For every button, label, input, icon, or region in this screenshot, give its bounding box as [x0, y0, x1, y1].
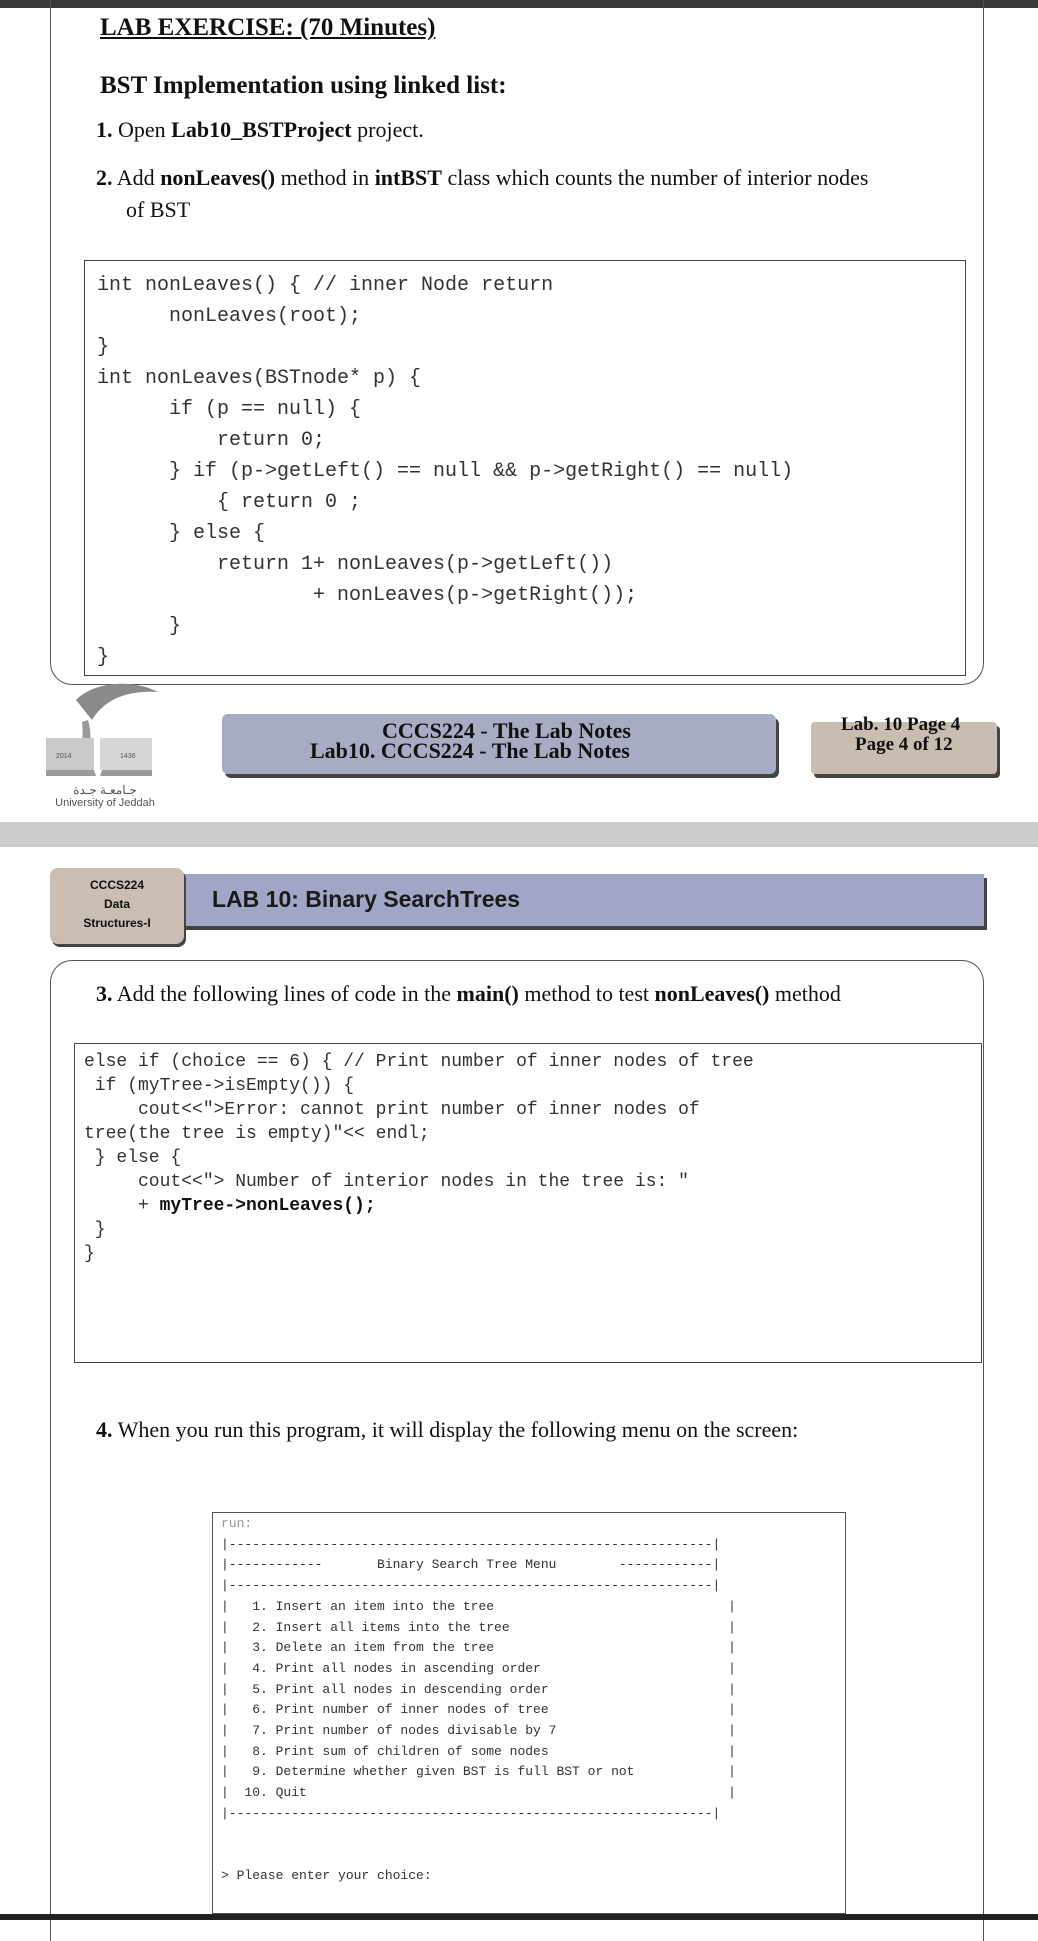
method-name: nonLeaves() [160, 165, 276, 190]
console-run-label: run: [221, 1516, 253, 1531]
step-4 [96, 1414, 798, 1446]
footer-title-line2: Lab10. CCCS224 - The Lab Notes [310, 738, 630, 763]
console-menu-item: | 2. Insert all items into the tree | [221, 1619, 736, 1635]
console-menu-item: | 5. Print all nodes in descending order | [221, 1681, 736, 1697]
section-title: BST Implementation using linked list: [100, 72, 507, 99]
console-menu-item: | 10. Quit | [221, 1785, 736, 1801]
step-number: 3. [96, 981, 113, 1006]
console-separator: |--------------------------------------------------------------| [221, 1805, 721, 1821]
step-text: When you run this program, it will display the following menu on the screen: [117, 1417, 799, 1442]
code-line: nonLeaves(root); [97, 305, 362, 328]
logo-emblem-icon [46, 680, 164, 780]
bottom-edge-bar [0, 1914, 1038, 1920]
step-text: Add [116, 165, 161, 190]
console-menu-item: | 6. Print number of inner nodes of tree | [221, 1702, 736, 1718]
class-name: intBST [374, 165, 442, 190]
console-menu-item: | 8. Print sum of children of some nodes | [221, 1743, 736, 1759]
method-name: nonLeaves() [654, 981, 770, 1006]
step-1 [96, 114, 424, 146]
footer-title-band [222, 714, 776, 774]
code-line: if (myTree->isEmpty()) { [84, 1076, 355, 1096]
code-line: cout<<"> Number of interior nodes in the tree is: " [84, 1172, 689, 1192]
step-2 [96, 162, 976, 226]
step-text: method [769, 981, 841, 1006]
page-number-box [811, 714, 997, 774]
code-box-main [74, 1043, 982, 1363]
console-separator: |--------------------------------------------------------------| [221, 1578, 721, 1594]
course-badge [50, 868, 184, 944]
logo-arabic-text: جـامعـة جـدة [73, 783, 137, 797]
code-line: } [84, 1220, 106, 1240]
console-prompt: > Please enter your choice: [221, 1867, 432, 1883]
code-listing [97, 270, 793, 673]
code-prefix: + [84, 1196, 160, 1216]
console-separator: |--------------------------------------------------------------| [221, 1536, 721, 1552]
step-text-continued: of BST [126, 197, 191, 222]
code-bold-call: myTree->nonLeaves(); [159, 1196, 376, 1216]
header-title: LAB 10: Binary SearchTrees [212, 886, 521, 912]
code-line: int nonLeaves(BSTnode* p) { [97, 367, 422, 390]
code-line: } if (p->getLeft() == null && p->getRight() == null) [97, 460, 794, 483]
console-menu-item: | 7. Print number of nodes divisable by 7 | [221, 1723, 736, 1739]
code-line: } else { [97, 522, 266, 545]
step-text: project. [351, 117, 424, 142]
step-number: 1. [96, 117, 113, 142]
console-menu-title: |------------ Binary Search Tree Menu ------------| [221, 1557, 721, 1573]
console-menu-item: | 4. Print all nodes in ascending order | [221, 1660, 736, 1676]
course-name-line2: Structures-I [83, 916, 151, 930]
code-line: int nonLeaves() { // inner Node return [97, 274, 554, 297]
university-logo [46, 680, 164, 810]
console-output-box [212, 1512, 846, 1914]
step-text: Add the following lines of code in the [116, 981, 457, 1006]
step-3 [96, 978, 841, 1010]
code-line: } [97, 336, 110, 359]
project-name: Lab10_BSTProject [171, 117, 352, 142]
code-line: } [97, 646, 110, 669]
console-menu-item: | 9. Determine whether given BST is full BST or not | [221, 1764, 736, 1780]
code-box-nonleaves [84, 260, 966, 676]
page-of: Page 4 of 12 [855, 734, 953, 755]
logo-year-left: 2014 [56, 753, 72, 760]
code-line: cout<<">Error: cannot print number of inner nodes of [84, 1100, 700, 1120]
code-line: return 1+ nonLeaves(p->getLeft()) [97, 553, 614, 576]
step-text: method in [275, 165, 375, 190]
method-name: main() [456, 981, 519, 1006]
console-menu-item: | 1. Insert an item into the tree | [221, 1598, 736, 1614]
step-number: 4. [96, 1417, 113, 1442]
code-line: + nonLeaves(p->getRight()); [97, 584, 638, 607]
code-line: else if (choice == 6) { // Print number of inner nodes of tree [84, 1052, 754, 1072]
course-name-line1: Data [103, 897, 130, 911]
footer-title-line1: CCCS224 - The Lab Notes [382, 718, 631, 743]
code-line: } [84, 1244, 95, 1264]
header-title-band [178, 874, 984, 926]
course-code: CCCS224 [89, 878, 145, 892]
lab-exercise-heading: LAB EXERCISE: (70 Minutes) [100, 14, 436, 41]
console-blank [221, 1845, 736, 1866]
code-line-bold [84, 1194, 754, 1218]
page-label: Lab. 10 Page 4 [841, 714, 961, 735]
console-blank [221, 1825, 736, 1846]
code-line: return 0; [97, 429, 326, 452]
code-line: } else { [84, 1148, 182, 1168]
code-line: tree(the tree is empty)"<< endl; [84, 1124, 430, 1144]
code-line: if (p == null) { [97, 398, 362, 421]
logo-english-text: University of Jeddah [55, 797, 155, 809]
step-text: class which counts the number of interior nodes [441, 165, 869, 190]
step-text: Open [118, 117, 172, 142]
code-line: { return 0 ; [97, 491, 362, 514]
step-text: method to test [518, 981, 655, 1006]
code-listing-main [84, 1050, 754, 1266]
page-separator [0, 822, 1038, 847]
logo-year-right: 1436 [120, 753, 136, 760]
step-number: 2. [96, 165, 113, 190]
console-output [221, 1514, 736, 1887]
console-menu-item: | 3. Delete an item from the tree | [221, 1640, 736, 1656]
code-line: } [97, 615, 182, 638]
